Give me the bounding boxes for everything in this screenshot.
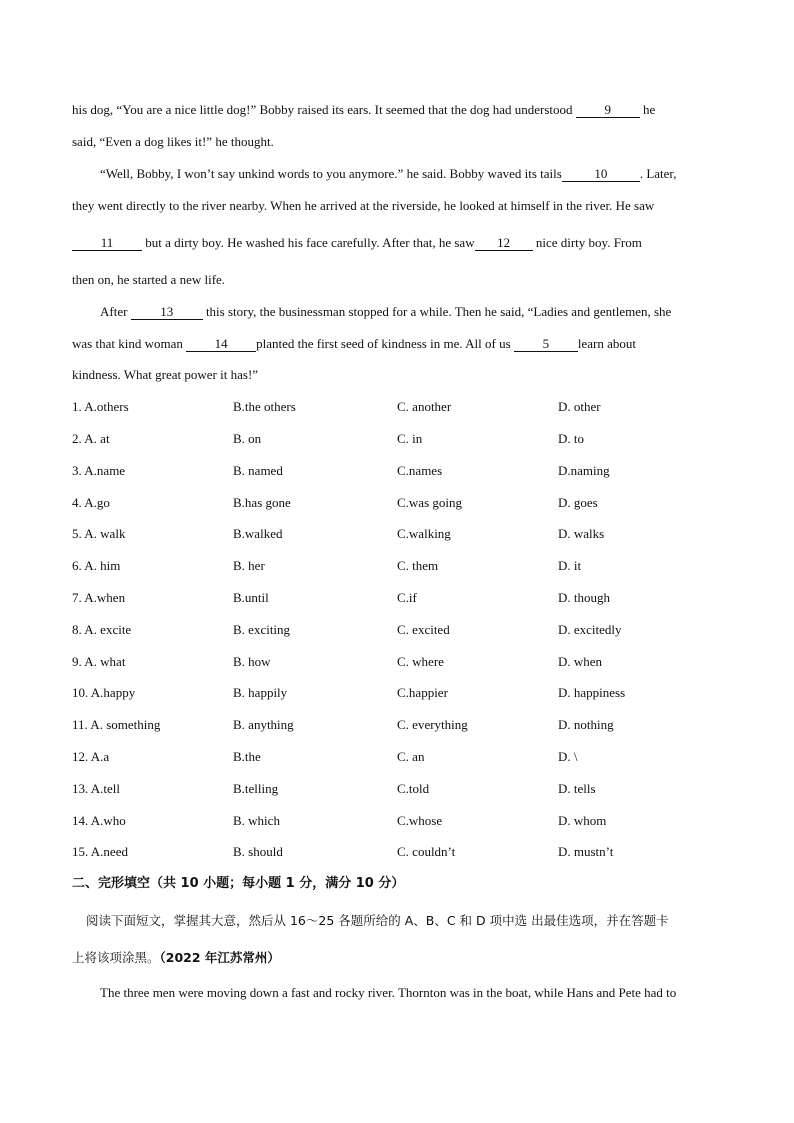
passage-text: was that kind woman bbox=[72, 336, 187, 351]
option-b: B. anything bbox=[233, 717, 294, 732]
option-c: C. another bbox=[397, 399, 452, 414]
passage-text: . Later, bbox=[639, 166, 677, 181]
option-b: B.telling bbox=[233, 781, 279, 796]
option-d: D. tells bbox=[558, 781, 596, 796]
option-a: 3. A.name bbox=[72, 463, 126, 478]
passage-text: he bbox=[639, 102, 656, 117]
option-a: 12. A.a bbox=[72, 749, 110, 764]
option-row-15 bbox=[72, 844, 732, 860]
option-row-12 bbox=[72, 749, 732, 765]
passage-text: but a dirty boy. He washed his face carefully. After that, he saw bbox=[142, 235, 475, 250]
option-b: B. exciting bbox=[233, 622, 291, 637]
option-d: D.naming bbox=[558, 463, 610, 478]
passage-text: planted the first seed of kindness in me. All of us bbox=[256, 336, 514, 351]
option-c: C.happier bbox=[397, 685, 448, 700]
option-a: 8. A. excite bbox=[72, 622, 132, 637]
passage-text: learn about bbox=[577, 336, 637, 351]
option-a: 2. A. at bbox=[72, 431, 110, 446]
option-row-11 bbox=[72, 717, 732, 733]
option-b: B. how bbox=[233, 654, 271, 669]
option-a: 15. A.need bbox=[72, 844, 128, 859]
option-d: D. though bbox=[558, 590, 610, 605]
option-d: D. walks bbox=[558, 526, 605, 541]
option-row-1 bbox=[72, 399, 732, 415]
section-title: 二、完形填空（共 10 小题；每小题 1 分，满分 10 分） bbox=[72, 876, 405, 891]
option-d: D. other bbox=[558, 399, 601, 414]
passage-line-2: said, “Even a dog likes it!” he thought. bbox=[72, 134, 274, 149]
option-row-7 bbox=[72, 590, 732, 606]
blank-14: 14 bbox=[186, 337, 256, 352]
option-row-5 bbox=[72, 526, 732, 542]
option-c: C. them bbox=[397, 558, 439, 573]
option-a: 14. A.who bbox=[72, 813, 126, 828]
option-row-6 bbox=[72, 558, 732, 574]
passage-line-3 bbox=[100, 166, 760, 182]
passage-2-first-line: The three men were moving down a fast and rocky river. Thornton was in the boat, while Hans and Pete had to bbox=[100, 985, 677, 1000]
option-c: C. in bbox=[397, 431, 423, 446]
option-c: C. where bbox=[397, 654, 444, 669]
option-d: D. goes bbox=[558, 495, 598, 510]
blank-11: 11 bbox=[72, 236, 142, 251]
option-row-3 bbox=[72, 463, 732, 479]
option-d: D. mustn’t bbox=[558, 844, 614, 859]
option-c: C. couldn’t bbox=[397, 844, 456, 859]
option-a: 10. A.happy bbox=[72, 685, 136, 700]
passage-line-9: kindness. What great power it has!” bbox=[72, 367, 259, 382]
option-d: D. it bbox=[558, 558, 582, 573]
option-b: B.until bbox=[233, 590, 269, 605]
option-a: 11. A. something bbox=[72, 717, 161, 732]
passage-text: nice dirty boy. From bbox=[532, 235, 642, 250]
option-b: B. named bbox=[233, 463, 283, 478]
blank-13: 13 bbox=[131, 305, 203, 320]
blank-15: 5 bbox=[514, 337, 578, 352]
option-a: 1. A.others bbox=[72, 399, 129, 414]
passage-line-7 bbox=[100, 304, 760, 320]
option-b: B.walked bbox=[233, 526, 283, 541]
option-row-14 bbox=[72, 813, 732, 829]
option-d: D. nothing bbox=[558, 717, 614, 732]
option-b: B. her bbox=[233, 558, 265, 573]
option-d: D. to bbox=[558, 431, 584, 446]
option-d: D. excitedly bbox=[558, 622, 622, 637]
section-instructions-line-2 bbox=[72, 950, 732, 966]
blank-12: 12 bbox=[475, 236, 533, 251]
option-c: C.told bbox=[397, 781, 430, 796]
option-c: C.if bbox=[397, 590, 417, 605]
passage-line-5 bbox=[72, 235, 732, 251]
option-b: B.the others bbox=[233, 399, 296, 414]
option-b: B. should bbox=[233, 844, 283, 859]
option-a: 4. A.go bbox=[72, 495, 110, 510]
option-row-4 bbox=[72, 495, 732, 511]
source-label: （2022 年江苏常州） bbox=[159, 950, 280, 965]
option-a: 9. A. what bbox=[72, 654, 126, 669]
option-d: D. \ bbox=[558, 749, 578, 764]
option-c: C. an bbox=[397, 749, 425, 764]
passage-text: his dog, “You are a nice little dog!” Bobby raised its ears. It seemed that the dog had understood bbox=[72, 102, 576, 117]
option-a: 7. A.when bbox=[72, 590, 126, 605]
blank-9: 9 bbox=[576, 103, 640, 118]
option-d: D. when bbox=[558, 654, 603, 669]
option-row-8 bbox=[72, 622, 732, 638]
passage-text: “Well, Bobby, I won’t say unkind words to you anymore.” he said. Bobby waved its tails bbox=[100, 166, 562, 181]
option-row-13 bbox=[72, 781, 732, 797]
option-c: C.names bbox=[397, 463, 443, 478]
option-c: C.whose bbox=[397, 813, 443, 828]
option-c: C. excited bbox=[397, 622, 450, 637]
passage-line-4: they went directly to the river nearby. When he arrived at the riverside, he looked at himself in the river. He saw bbox=[72, 198, 655, 213]
option-d: D. happiness bbox=[558, 685, 626, 700]
option-d: D. whom bbox=[558, 813, 607, 828]
option-c: C.was going bbox=[397, 495, 462, 510]
option-c: C. everything bbox=[397, 717, 468, 732]
option-a: 5. A. walk bbox=[72, 526, 126, 541]
option-a: 6. A. him bbox=[72, 558, 121, 573]
passage-line-1 bbox=[72, 102, 732, 118]
option-b: B. on bbox=[233, 431, 262, 446]
option-b: B. happily bbox=[233, 685, 288, 700]
option-c: C.walking bbox=[397, 526, 451, 541]
option-row-10 bbox=[72, 685, 732, 701]
blank-10: 10 bbox=[562, 167, 640, 182]
option-b: B. which bbox=[233, 813, 280, 828]
instructions-text: 上将该项涂黑。 bbox=[72, 950, 160, 965]
passage-line-8 bbox=[72, 336, 732, 352]
option-b: B.the bbox=[233, 749, 261, 764]
passage-line-6: then on, he started a new life. bbox=[72, 272, 226, 287]
section-instructions-line-1: 阅读下面短文，掌握其大意，然后从 16～25 各题所给的 A、B、C 和 D 项中选 出最佳选项，并在答题卡 bbox=[86, 913, 669, 928]
option-row-2 bbox=[72, 431, 732, 447]
option-a: 13. A.tell bbox=[72, 781, 121, 796]
passage-text: this story, the businessman stopped for a while. Then he said, “Ladies and gentlemen, she bbox=[202, 304, 672, 319]
option-row-9 bbox=[72, 654, 732, 670]
passage-text: After bbox=[100, 304, 131, 319]
option-b: B.has gone bbox=[233, 495, 291, 510]
